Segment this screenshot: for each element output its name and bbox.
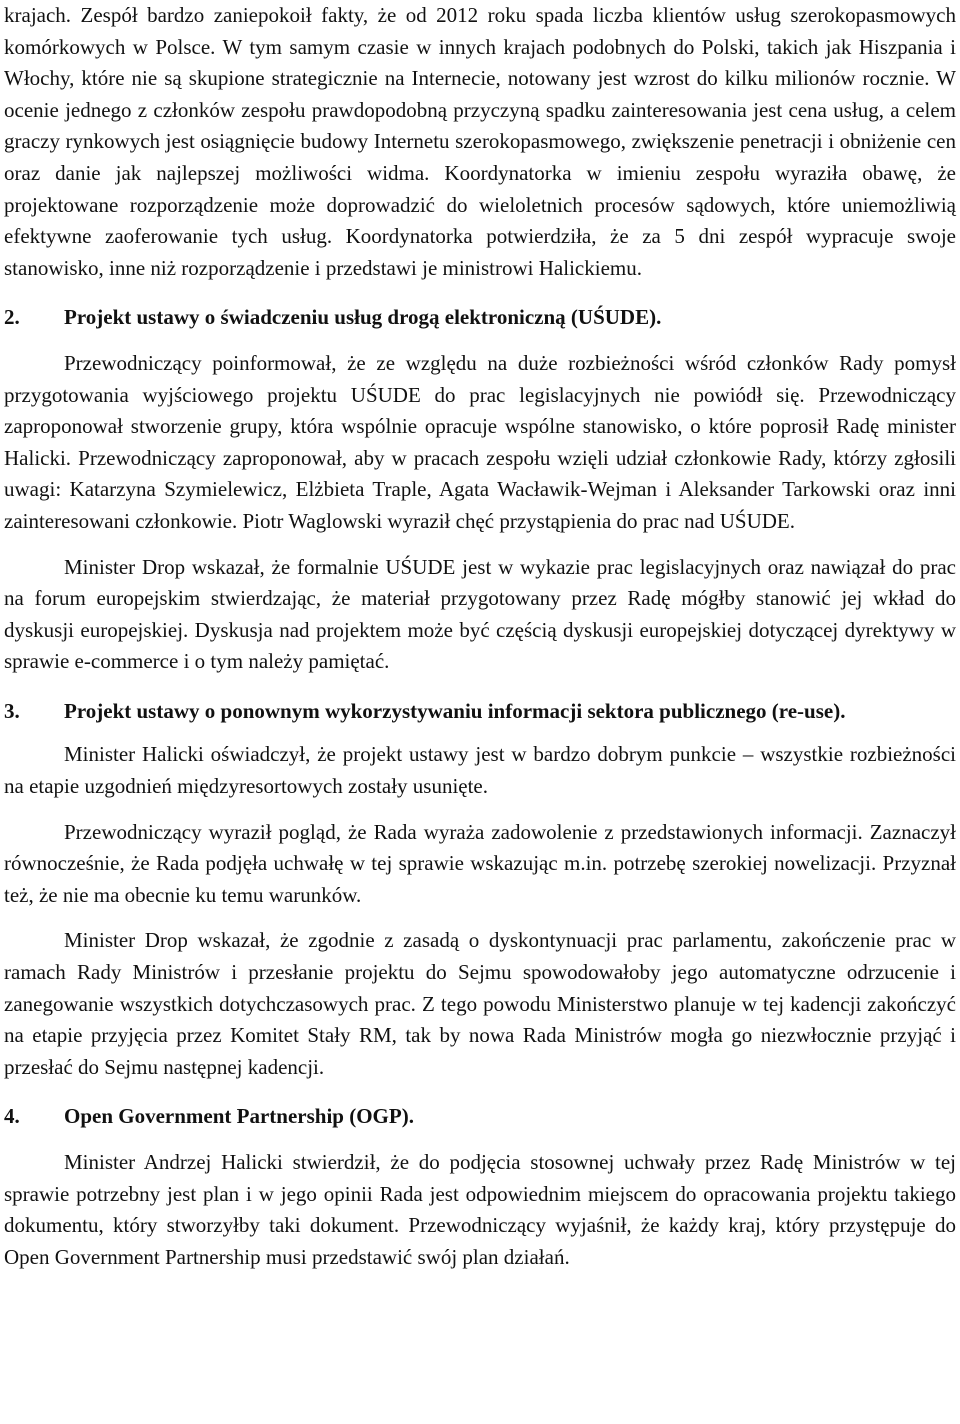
paragraph: Przewodniczący poinformował, że ze względu na duże rozbieżności wśród członków Rady pomysł przygotowania wyjściowego projektu UŚUDE do prac legislacyjnych nie powiódł się. Przewodniczący zaproponował stworzenie grupy, która wspólnie opracuje wspólne stanowisko, o które poprosił Radę minister Halicki. Przewodniczący zaproponował, aby w pracach zespołu wzięli udział członkowie Rady, którzy zgłosili uwagi: Katarzyna Szymielewicz, Elżbieta Traple, Agata Wacławik-Wejman i Aleksander Tarkowski oraz inni zainteresowani członkowie. Piotr Waglowski wyraził chęć przystąpienia do prac nad UŚUDE.	[4, 350, 956, 533]
section-number: 2.	[4, 305, 20, 330]
section-title: Projekt ustawy o świadczeniu usług drogą elektroniczną (UŚUDE).	[64, 305, 662, 330]
section-heading-2	[4, 302, 956, 334]
section-heading-3	[4, 696, 956, 728]
paragraph-continuation: krajach. Zespół bardzo zaniepokoił fakty, że od 2012 roku spada liczba klientów usług szerokopasmowych komórkowych w Polsce. W tym samym czasie w innych krajach podobnych do Polski, takich jak Hiszpania i Włochy, które nie są skupione strategicznie na Internecie, notowany jest wzrost do kilku milionów rocznie. W ocenie jednego z członków zespołu prawdopodobną przyczyną spadku zainteresowania jest cena usług, a celem graczy rynkowych jest osiągnięcie budowy Internetu szerokopasmowego, zwiększenie penetracji i obniżenie cen oraz danie jak najlepszej możliwości widma. Koordynatorka w imieniu zespołu wyraziła obawę, że projektowane rozporządzenie może doprowadzić do wieloletnich procesów sądowych, które uniemożliwią efektywne zaoferowanie tych usług. Koordynatorka potwierdziła, że za 5 dni zespół wypracuje swoje stanowisko, inne niż rozporządzenie i przedstawi je ministrowi Halickiemu.	[4, 3, 956, 280]
section-title: Open Government Partnership (OGP).	[64, 1104, 414, 1129]
section-number: 3.	[4, 698, 20, 723]
section-title: Projekt ustawy o ponownym wykorzystywaniu informacji sektora publicznego (re-use).	[64, 698, 846, 723]
paragraph: Minister Andrzej Halicki stwierdził, że do podjęcia stosownej uchwały przez Radę Ministrów w tej sprawie potrzebny jest plan i w jego opinii Rada jest odpowiednim miejscem do opracowania projektu takiego dokumentu, który stworzyłby taki dokument. Przewodniczący wyjaśnił, że każdy kraj, który przystępuje do Open Government Partnership musi przedstawić swój plan działań.	[4, 1150, 956, 1269]
paragraph: Minister Drop wskazał, że formalnie UŚUDE jest w wykazie prac legislacyjnych oraz nawiązał do prac na forum europejskim stwierdzając, że materiał przygotowany przez Radę mógłby stanowić jej wkład do dyskusji europejskiej. Dyskusja nad projektem może być częścią dyskusji europejskiej dotyczącej dyrektywy w sprawie e-commerce i o tym należy pamiętać.	[4, 554, 956, 674]
section-heading-4	[4, 1101, 956, 1133]
paragraph: Przewodniczący wyraził pogląd, że Rada wyraża zadowolenie z przedstawionych informacji. Zaznaczył równocześnie, że Rada podjęła uchwałę w tej sprawie wskazując m.in. potrzebę szerokiej nowelizacji. Przyznał też, że nie ma obecnie ku temu warunków.	[4, 819, 956, 907]
section-number: 4.	[4, 1104, 20, 1129]
paragraph: Minister Drop wskazał, że zgodnie z zasadą o dyskontynuacji prac parlamentu, zakończenie prac w ramach Rady Ministrów i przesłanie projektu do Sejmu spowodowałoby jego automatyczne odrzucenie i zanegowanie wszystkich dotychczasowych prac. Z tego powodu Ministerstwo planuje w tej kadencji zakończyć na etapie przyjęcia przez Komitet Stały RM, tak by nowa Rada Ministrów mogła go niezwłocznie przyjąć i przesłać do Sejmu następnej kadencji.	[4, 928, 956, 1079]
paragraph: Minister Halicki oświadczył, że projekt ustawy jest w bardzo dobrym punkcie – wszystkie rozbieżności na etapie uzgodnień międzyresortowych zostały usunięte.	[4, 742, 956, 799]
